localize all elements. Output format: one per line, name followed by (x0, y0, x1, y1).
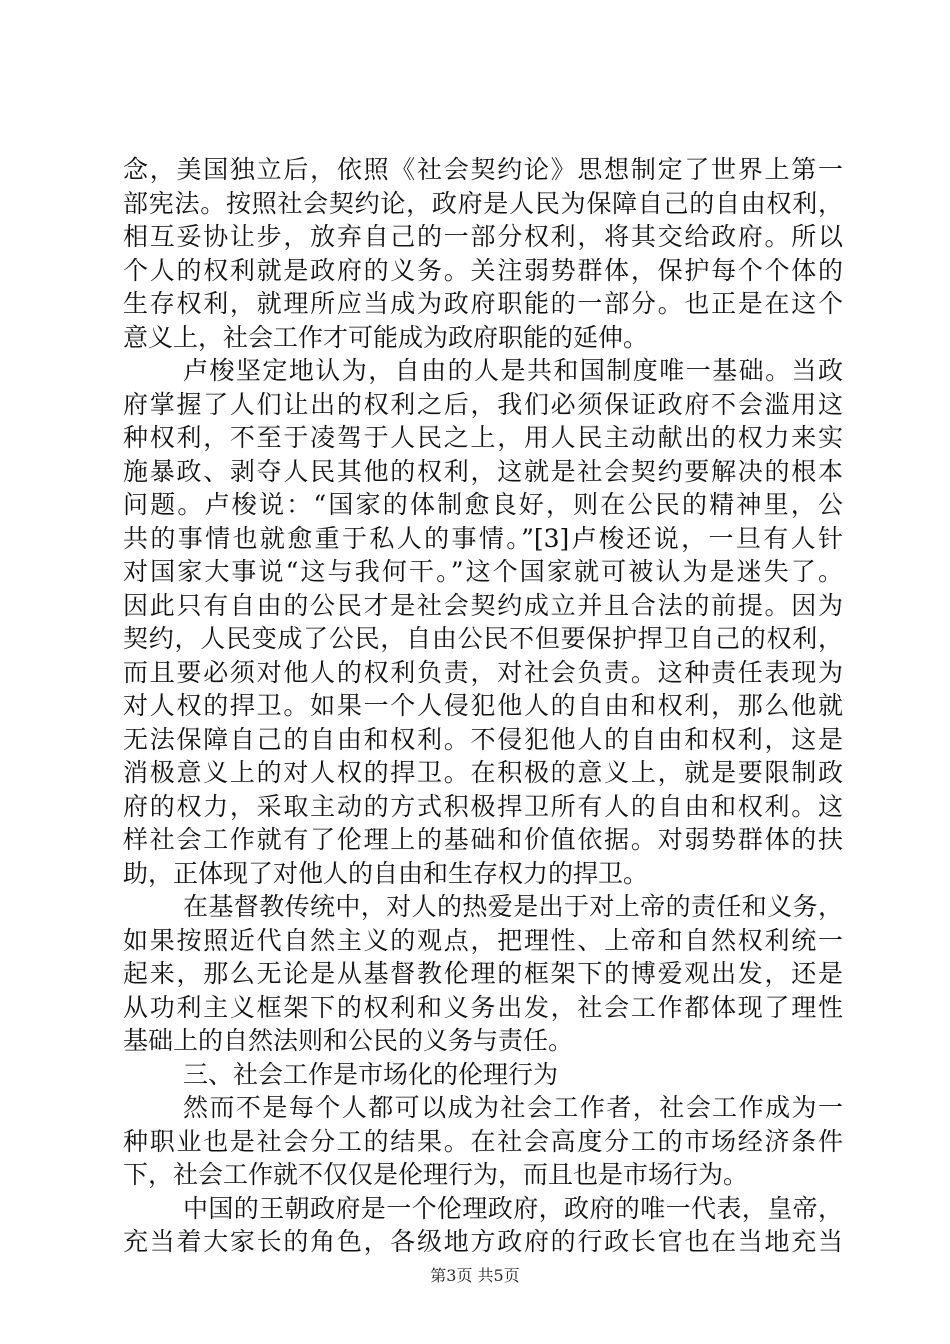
document-body (123, 153, 843, 1259)
text-line: 消极意义上的对人权的捍卫。在积极的意义上，就是要限制政 (123, 758, 843, 787)
text-line: 而且要必须对他人的权利负责，对社会负责。这种责任表现为 (123, 657, 843, 687)
text-line: 意义上，社会工作才可能成为政府职能的延伸。 (123, 322, 649, 352)
text-line: 基础上的自然法则和公民的义务与责任。 (123, 1026, 574, 1055)
text-line: 部宪法。按照社会契约论，政府是人民为保障自己的自由权利， (123, 188, 843, 218)
text-line: 无法保障自己的自由和权利。不侵犯他人的自由和权利，这是 (123, 724, 843, 754)
text-line: 施暴政、剥夺人民其他的权利，这就是社会契约要解决的根本 (123, 456, 843, 486)
text-line: 助，正体现了对他人的自由和生存权力的捍卫。 (123, 858, 649, 888)
text-line: 种权利，不至于凌驾于人民之上，用人民主动献出的权力来实 (123, 423, 843, 452)
text-line: 下，社会工作就不仅仅是伦理行为，而且也是市场行为。 (123, 1160, 749, 1189)
paragraph-first-line: 卢梭坚定地认为，自由的人是共和国制度唯一基础。当政 (183, 356, 843, 385)
paragraph-first-line: 然而不是每个人都可以成为社会工作者，社会工作成为一 (183, 1093, 843, 1122)
text-line: 种职业也是社会分工的结果。在社会高度分工的市场经济条件 (123, 1126, 843, 1156)
text-line: 对国家大事说“这与我何干。”这个国家就可被认为是迷失了。 (123, 557, 843, 586)
text-line: 府掌握了人们让出的权利之后，我们必须保证政府不会滥用这 (123, 389, 843, 419)
text-line: 念，美国独立后，依照《社会契约论》思想制定了世界上第一 (123, 155, 843, 184)
page-number-footer: 第3页 共5页 (430, 1266, 520, 1285)
text-line: 相互妥协让步，放弃自己的一部分权利，将其交给政府。所以 (123, 222, 843, 251)
text-line: 个人的权利就是政府的义务。关注弱势群体，保护每个个体的 (123, 255, 843, 285)
text-line: 共的事情也就愈重于私人的事情。”[3]卢梭还说，一旦有人针 (123, 523, 843, 553)
text-line: 生存权利，就理所应当成为政府职能的一部分。也正是在这个 (123, 289, 843, 318)
paragraph-first-line: 中国的王朝政府是一个伦理政府，政府的唯一代表，皇帝， (183, 1193, 843, 1223)
text-line: 问题。卢梭说：“国家的体制愈良好，则在公民的精神里，公 (123, 490, 843, 519)
text-line: 因此只有自由的公民才是社会契约成立并且合法的前提。因为 (123, 590, 843, 620)
paragraph-first-line: 在基督教传统中，对人的热爱是出于对上帝的责任和义务， (183, 892, 843, 921)
text-line: 从功利主义框架下的权利和义务出发，社会工作都体现了理性 (123, 992, 843, 1022)
text-line: 府的权力，采取主动的方式积极捍卫所有人的自由和权利。这 (123, 791, 843, 821)
section-heading: 三、社会工作是市场化的伦理行为 (183, 1059, 559, 1089)
text-line: 样社会工作就有了伦理上的基础和价值依据。对弱势群体的扶 (123, 825, 843, 854)
text-line: 起来，那么无论是从基督教伦理的框架下的博爱观出发，还是 (123, 959, 843, 988)
text-line: 契约，人民变成了公民，自由公民不但要保护捍卫自己的权利， (123, 624, 843, 653)
text-line: 如果按照近代自然主义的观点，把理性、上帝和自然权利统一 (123, 925, 843, 955)
text-line: 对人权的捍卫。如果一个人侵犯他人的自由和权利，那么他就 (123, 691, 843, 720)
text-line: 充当着大家长的角色，各级地方政府的行政长官也在当地充当 (123, 1227, 843, 1256)
